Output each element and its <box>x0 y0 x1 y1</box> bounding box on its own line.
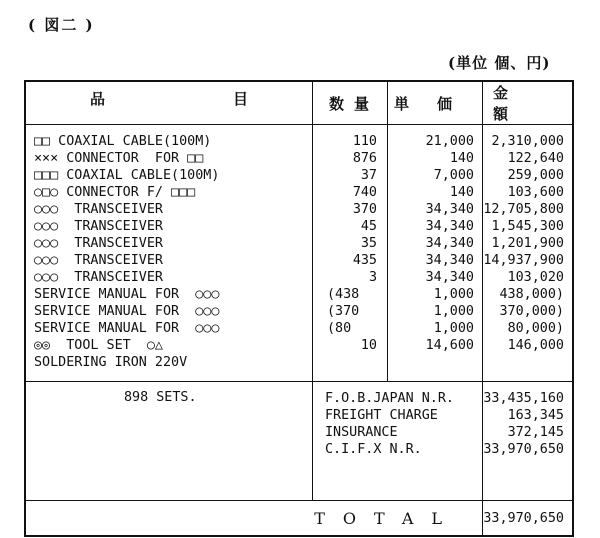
item-qty: 10 <box>360 338 377 353</box>
item-name: ○○○ TRANSCEIVER <box>34 202 163 217</box>
item-amount: 80,000) <box>507 321 564 336</box>
invoice-table <box>24 80 574 537</box>
header-item-b: 目 <box>232 90 248 108</box>
summary-row <box>25 382 573 501</box>
item-amount: 438,000) <box>499 287 564 302</box>
charge-label: INSURANCE <box>325 425 398 440</box>
charge-label: C.I.F.X N.R. <box>325 442 422 457</box>
item-qty: 110 <box>352 134 377 149</box>
item-name: ○○○ TRANSCEIVER <box>34 236 163 251</box>
item-price: 34,340 <box>425 253 474 268</box>
item-amount: 103,020 <box>507 270 564 285</box>
item-names-cell <box>25 125 313 382</box>
header-price <box>388 81 483 125</box>
item-amount: 2,310,000 <box>491 134 564 149</box>
item-price: 1,000 <box>433 321 474 336</box>
item-qty: (438 <box>327 287 360 302</box>
item-qty: 45 <box>360 219 377 234</box>
item-name: ××× CONNECTOR FOR □□ <box>34 151 204 166</box>
item-qty: 35 <box>360 236 377 251</box>
header-qty: 数量 <box>313 81 388 125</box>
item-name: ○○○ TRANSCEIVER <box>34 219 163 234</box>
item-qty: 370 <box>352 202 377 217</box>
item-name: SERVICE MANUAL FOR ○○○ <box>34 287 220 302</box>
item-name: □□□ COAXIAL CABLE(100M) <box>34 168 220 183</box>
item-price: 140 <box>449 151 474 166</box>
item-qty: (370 <box>327 304 360 319</box>
item-qty <box>313 354 377 371</box>
price-cell <box>388 125 483 382</box>
item-price: 34,340 <box>425 270 474 285</box>
item-qty: (80 <box>327 321 352 336</box>
header-row <box>25 81 573 125</box>
item-price <box>388 354 474 371</box>
header-item-a: 品 <box>90 90 106 108</box>
item-amount <box>483 354 564 371</box>
item-amount: 1,545,300 <box>491 219 564 234</box>
charge-label: F.O.B.JAPAN N.R. <box>325 391 454 406</box>
charge-value: 372,145 <box>507 425 564 440</box>
charge-label: FREIGHT CHARGE <box>325 408 438 423</box>
item-name: ◎◎ TOOL SET ○△ <box>34 338 163 353</box>
item-qty: 876 <box>352 151 377 166</box>
total-row <box>25 501 573 537</box>
item-price: 1,000 <box>433 287 474 302</box>
items-body <box>25 125 573 382</box>
item-name: SERVICE MANUAL FOR ○○○ <box>34 321 220 336</box>
item-amount: 14,937,900 <box>483 253 564 268</box>
item-qty: 3 <box>368 270 377 285</box>
header-amount <box>483 81 574 125</box>
item-qty: 435 <box>352 253 377 268</box>
unit-label: (単位 個、円) <box>448 54 551 72</box>
header-price-text: 単価 <box>394 94 481 113</box>
item-price: 34,340 <box>425 219 474 234</box>
item-name: SERVICE MANUAL FOR ○○○ <box>34 304 220 319</box>
header-item <box>25 81 313 125</box>
total-value: 33,970,650 <box>483 501 574 537</box>
item-name: SOLDERING IRON 220V <box>34 355 188 370</box>
charge-values-cell <box>483 382 574 501</box>
item-name: ○○○ TRANSCEIVER <box>34 253 163 268</box>
figure-label: ( 図二 ) <box>28 16 95 34</box>
item-qty: 740 <box>352 185 377 200</box>
qty-cell <box>313 125 388 382</box>
item-amount: 370,000) <box>499 304 564 319</box>
item-amount: 1,201,900 <box>491 236 564 251</box>
item-price: 7,000 <box>433 168 474 183</box>
item-name: □□ COAXIAL CABLE(100M) <box>34 134 212 149</box>
charges-cell <box>313 382 483 501</box>
item-amount: 259,000 <box>507 168 564 183</box>
charge-value: 163,345 <box>507 408 564 423</box>
item-amount: 122,640 <box>507 151 564 166</box>
item-price: 34,340 <box>425 236 474 251</box>
item-amount: 12,705,800 <box>483 202 564 217</box>
item-price: 140 <box>449 185 474 200</box>
item-amount: 103,600 <box>507 185 564 200</box>
charge-value: 33,970,650 <box>483 442 564 457</box>
item-name: ○□○ CONNECTOR F/ □□□ <box>34 185 196 200</box>
header-amount-text: 金額 <box>493 84 539 123</box>
charge-value: 33,435,160 <box>483 391 564 406</box>
item-amount: 146,000 <box>507 338 564 353</box>
sets-count: 898 SETS. <box>25 382 313 501</box>
item-price: 34,340 <box>425 202 474 217</box>
amount-cell <box>483 125 574 382</box>
item-price: 14,600 <box>425 338 474 353</box>
total-label: TOTAL <box>25 501 483 537</box>
item-price: 1,000 <box>433 304 474 319</box>
item-qty: 37 <box>360 168 377 183</box>
item-name: ○○○ TRANSCEIVER <box>34 270 163 285</box>
item-price: 21,000 <box>425 134 474 149</box>
